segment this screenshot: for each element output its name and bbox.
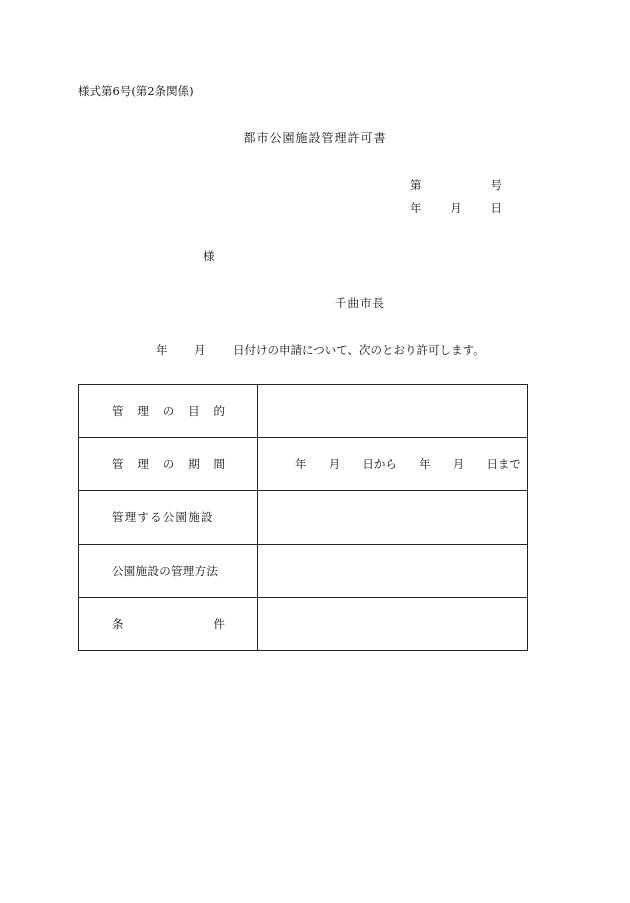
number-suffix: 号 — [490, 178, 502, 192]
method-label: 公園施設の管理方法 — [112, 563, 219, 578]
period-value — [258, 456, 527, 472]
method-value-cell[interactable] — [258, 544, 528, 597]
date-year: 年 — [410, 201, 422, 215]
period-value-cell[interactable] — [258, 438, 528, 491]
permit-number-line — [410, 178, 502, 192]
statement-month: 月 — [194, 343, 206, 357]
permit-statement — [156, 343, 485, 357]
conditions-label-cell — [79, 597, 258, 650]
period-char: の — [162, 457, 175, 472]
period-label-cell — [79, 438, 258, 491]
purpose-char: 理 — [137, 404, 149, 419]
purpose-label — [79, 403, 257, 419]
issue-date-line — [410, 201, 502, 215]
method-label-cell — [79, 544, 258, 597]
purpose-value-cell[interactable] — [258, 385, 528, 438]
conditions-char: 条 — [112, 616, 124, 631]
period-char: 間 — [213, 457, 225, 472]
form-number: 様式第6号(第2条関係) — [78, 84, 194, 98]
permit-table — [78, 384, 528, 651]
addressee-suffix: 様 — [203, 249, 215, 263]
table-row — [79, 385, 528, 438]
table-row — [79, 491, 528, 544]
purpose-label-cell — [79, 385, 258, 438]
period-char: 期 — [188, 457, 200, 472]
conditions-char: 件 — [213, 616, 225, 631]
purpose-char: 管 — [112, 404, 124, 419]
conditions-value-cell[interactable] — [258, 597, 528, 650]
issuer-name: 千曲市長 — [335, 296, 385, 310]
purpose-char: 目 — [188, 404, 200, 419]
purpose-char: 的 — [213, 404, 225, 419]
period-start-day: 日から — [362, 457, 397, 472]
conditions-label — [79, 616, 257, 632]
number-prefix: 第 — [410, 178, 422, 192]
facility-label: 管理する公園施設 — [112, 510, 214, 525]
document-title: 都市公園施設管理許可書 — [243, 131, 387, 145]
period-start-year: 年 — [295, 457, 307, 472]
period-end-month: 月 — [452, 457, 465, 472]
table-row — [79, 544, 528, 597]
date-month: 月 — [450, 201, 462, 215]
period-label — [79, 456, 257, 472]
period-char: 理 — [137, 457, 149, 472]
period-end-day: 日まで — [486, 457, 521, 472]
statement-year: 年 — [156, 343, 168, 357]
facility-label-cell — [79, 491, 258, 544]
period-char: 管 — [112, 457, 124, 472]
period-end-year: 年 — [419, 457, 431, 472]
date-day: 日 — [490, 201, 502, 215]
statement-text: 日付けの申請について、次のとおり許可します。 — [233, 343, 485, 357]
table-row — [79, 438, 528, 491]
table-row — [79, 597, 528, 650]
facility-value-cell[interactable] — [258, 491, 528, 544]
purpose-char: の — [162, 404, 175, 419]
period-start-month: 月 — [328, 457, 341, 472]
